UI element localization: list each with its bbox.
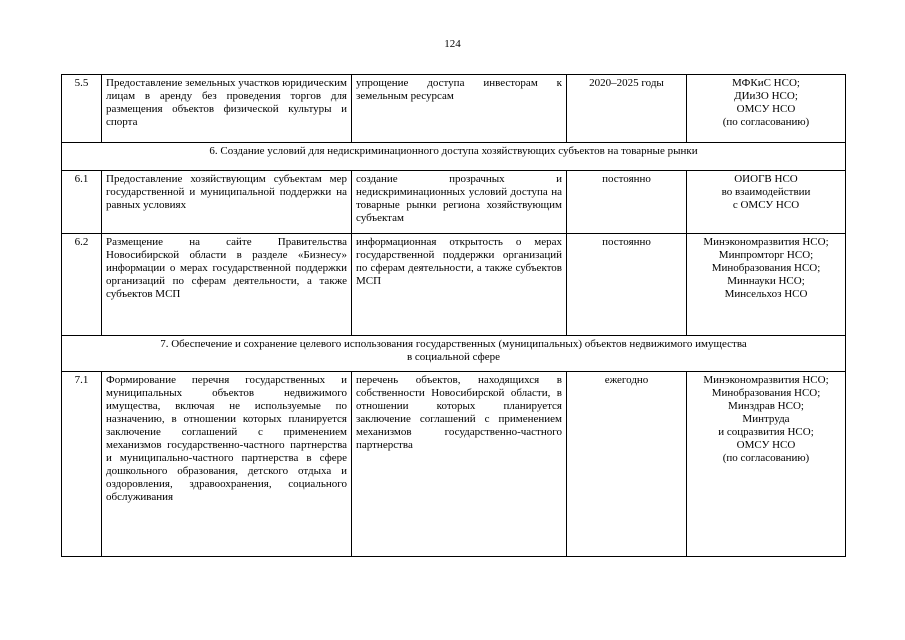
responsible-cell [687,75,846,143]
result-cell: перечень объектов, находящихся в собственности Новосибирской области, в отношении которых планируется заключение соглашений с применением механизмов государственно-частного партнерства [352,372,567,557]
term-cell: постоянно [567,171,687,234]
section-row [62,336,846,372]
responsible-line: Минэкономразвития НСО; [703,236,829,248]
responsible-line: ДИиЗО НСО; [734,90,798,102]
responsible-cell [687,234,846,336]
measure-cell: Формирование перечня государственных и муниципальных объектов недвижимого имущества, включая не используемые по назначению, в отношении которых планируется заключение соглашений с применением механизмов государственно-частного партнерства и муниципально-частного партнерства в сфере дошкольного образования, детского отдыха и оздоровления, здравоохранения, социального обслуживания [102,372,352,557]
section-row [62,143,846,171]
responsible-line: ОИОГВ НСО [734,173,798,185]
responsible-line: Минобразования НСО; [711,387,821,399]
section-heading-line: в социальной сфере [406,351,501,363]
section-heading [62,336,846,372]
row-number: 6.2 [62,234,102,336]
responsible-line: и соцразвития НСО; [718,426,814,438]
table-row [62,234,846,336]
responsible-line: (по согласованию) [722,452,810,464]
table-row [62,372,846,557]
responsible-cell [687,372,846,557]
term-cell: постоянно [567,234,687,336]
row-number: 7.1 [62,372,102,557]
responsible-line: Минпромторг НСО; [718,249,814,261]
page-number: 124 [444,38,461,50]
responsible-line: Минобразования НСО; [711,262,821,274]
result-cell: создание прозрачных и недискриминационных условий доступа на товарные рынки региона хозяйствующим субъектам [352,171,567,234]
measures-table [61,74,846,557]
responsible-line: с ОМСУ НСО [732,199,800,211]
responsible-line: ОМСУ НСО [736,439,796,451]
row-number: 5.5 [62,75,102,143]
term-cell: ежегодно [567,372,687,557]
responsible-line: во взаимодействии [721,186,811,198]
section-heading-line: 7. Обеспечение и сохранение целевого использования государственных (муниципальных) объектов недвижимого имущества [160,338,747,350]
result-cell: информационная открытость о мерах государственной поддержки организаций по сферам деятельности, а также субъектов МСП [352,234,567,336]
responsible-line: Минздрав НСО; [728,400,804,412]
row-number: 6.1 [62,171,102,234]
section-heading [62,143,846,171]
responsible-line: Минэкономразвития НСО; [703,374,829,386]
responsible-line: Минтруда [742,413,790,425]
responsible-line: ОМСУ НСО [736,103,796,115]
responsible-line: Минсельхоз НСО [724,288,808,300]
result-cell: упрощение доступа инвесторам к земельным ресурсам [352,75,567,143]
responsible-line: Миннауки НСО; [727,275,805,287]
term-cell: 2020–2025 годы [567,75,687,143]
table-row [62,171,846,234]
measure-cell: Предоставление хозяйствующим субъектам мер государственной и муниципальной поддержки на равных условиях [102,171,352,234]
responsible-cell [687,171,846,234]
measure-cell: Предоставление земельных участков юридическим лицам в аренду без проведения торгов для размещения объектов физической культуры и спорта [102,75,352,143]
responsible-line: МФКиС НСО; [732,77,800,89]
responsible-line: (по согласованию) [722,116,810,128]
table-row [62,75,846,143]
measure-cell: Размещение на сайте Правительства Новосибирской области в разделе «Бизнесу» информации о мерах государственной поддержки организаций по сферам деятельности, а также субъектов МСП [102,234,352,336]
section-heading-line: 6. Создание условий для недискриминационного доступа хозяйствующих субъектов на товарные рынки [209,145,698,157]
